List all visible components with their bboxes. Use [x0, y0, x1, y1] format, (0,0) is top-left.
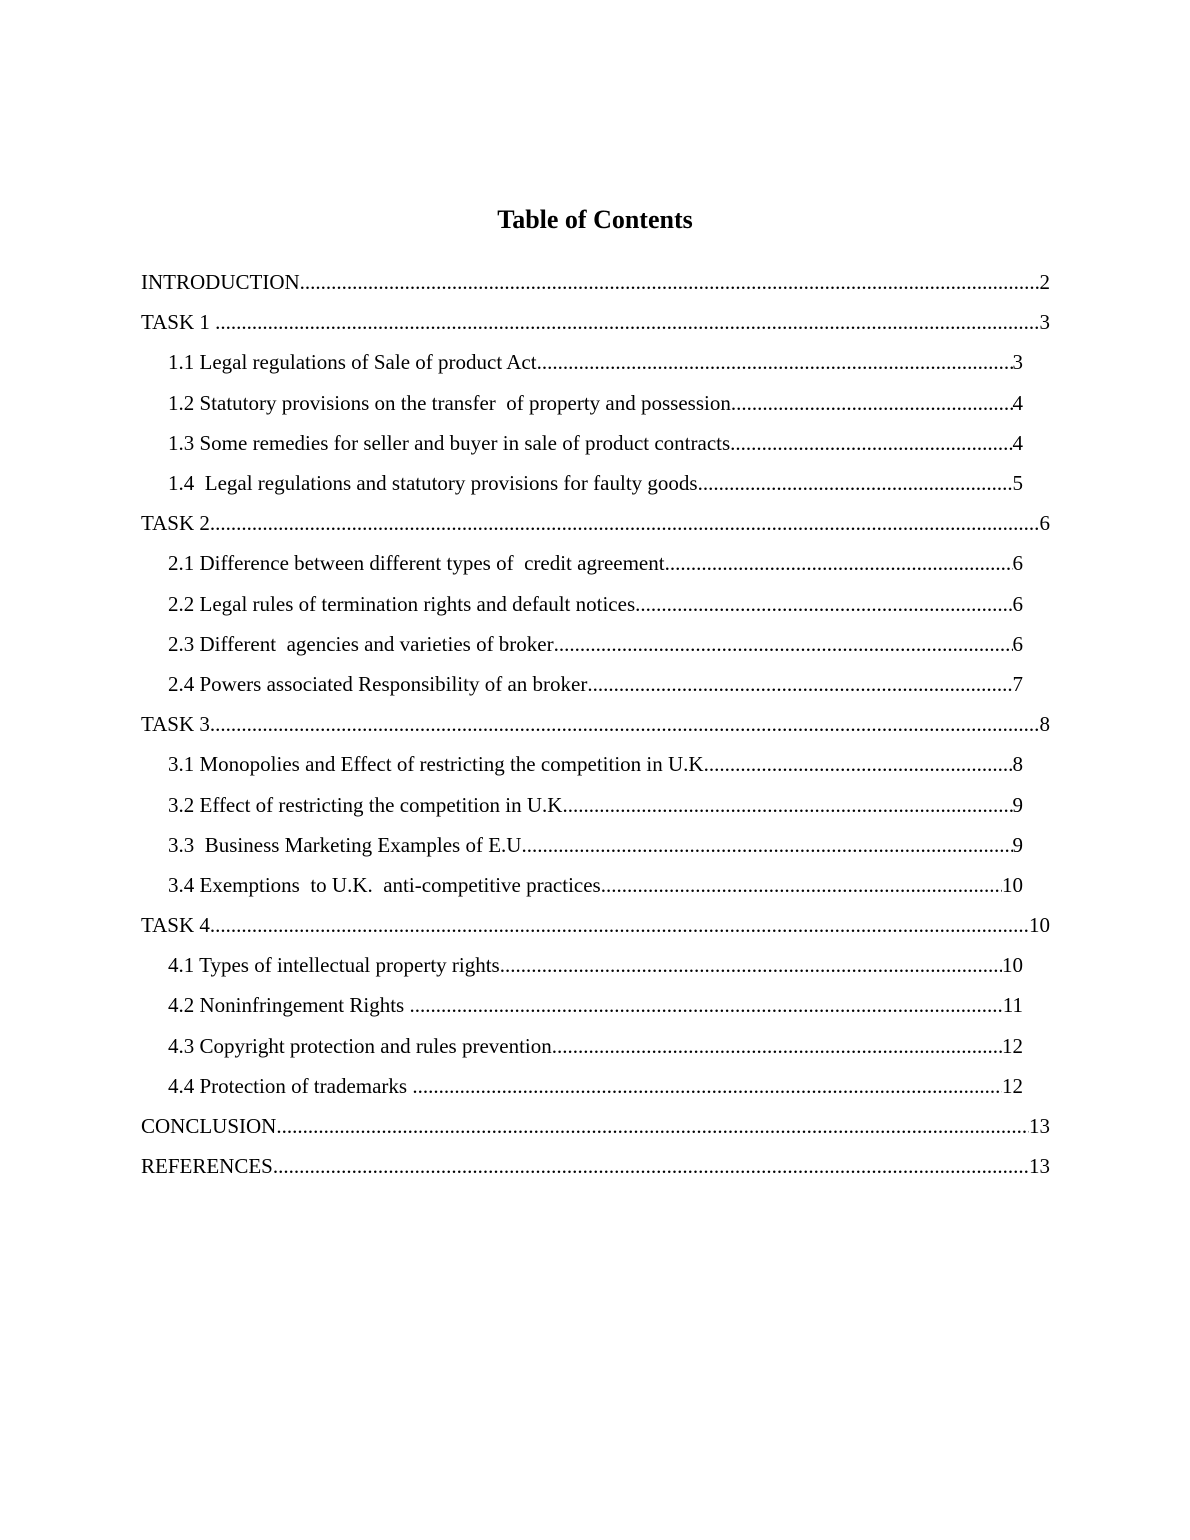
toc-dot-leader [552, 1032, 1002, 1060]
toc-dot-leader [635, 590, 1012, 618]
toc-dot-leader [537, 348, 1013, 376]
toc-dot-leader [412, 1072, 1002, 1100]
toc-page-number: 3 [1012, 350, 1023, 375]
toc-entry-1-4[interactable] [141, 463, 1023, 503]
toc-entry-3-3[interactable] [141, 825, 1023, 865]
toc-page-number: 6 [1039, 511, 1050, 536]
toc-entry-label: CONCLUSION [141, 1114, 277, 1139]
toc-dot-leader [587, 670, 1012, 698]
toc-entry-label: TASK 1 [141, 310, 216, 335]
toc-dot-leader [409, 991, 1002, 1019]
toc-entry-references[interactable] [141, 1146, 1050, 1186]
toc-entry-label: 3.2 Effect of restricting the competition in U.K [168, 792, 563, 817]
toc-entry-label: 3.4 Exemptions to U.K. anti-competitive practices [168, 872, 601, 897]
toc-dot-leader [698, 469, 1013, 497]
toc-entry-label: 2.2 Legal rules of termination rights and default notices [168, 591, 636, 616]
toc-title: Table of Contents [497, 205, 693, 234]
toc-entry-label: 2.4 Powers associated Responsibility of an broker [168, 671, 588, 696]
toc-entry-1-3[interactable] [141, 423, 1023, 463]
toc-page-number: 8 [1012, 752, 1023, 777]
toc-entry-2-1[interactable] [141, 543, 1023, 583]
toc-entry-label: 4.4 Protection of trademarks [168, 1073, 413, 1098]
toc-dot-leader [731, 389, 1013, 417]
table-of-contents [141, 262, 1050, 1186]
toc-entry-label: 3.3 Business Marketing Examples of E.U [168, 832, 522, 857]
toc-page-number: 5 [1012, 471, 1023, 496]
toc-dot-leader [562, 791, 1012, 819]
toc-entry-4-1[interactable] [141, 945, 1023, 985]
toc-entry-label: 3.1 Monopolies and Effect of restricting the competition in U.K [168, 752, 704, 777]
toc-entry-1-2[interactable] [141, 383, 1023, 423]
toc-entry-label: INTRODUCTION [141, 270, 300, 295]
toc-page-number: 8 [1039, 712, 1050, 737]
toc-entry-3-1[interactable] [141, 744, 1023, 784]
toc-page-number: 10 [1029, 913, 1050, 938]
toc-entry-1-1[interactable] [141, 342, 1023, 382]
toc-entry-4-3[interactable] [141, 1026, 1023, 1066]
toc-entry-introduction[interactable] [141, 262, 1050, 302]
toc-entry-label: 2.1 Difference between different types of credit agreement [168, 551, 665, 576]
toc-entry-task-2[interactable] [141, 503, 1050, 543]
toc-entry-2-4[interactable] [141, 664, 1023, 704]
toc-entry-task-1[interactable] [141, 302, 1050, 342]
toc-dot-leader [521, 831, 1012, 859]
toc-entry-label: TASK 2 [141, 511, 210, 536]
toc-entry-label: REFERENCES [141, 1154, 273, 1179]
toc-entry-label: TASK 3 [141, 712, 210, 737]
toc-entry-4-2[interactable] [141, 985, 1023, 1025]
toc-dot-leader [554, 630, 1013, 658]
toc-dot-leader [665, 549, 1013, 577]
toc-entry-4-4[interactable] [141, 1066, 1023, 1106]
toc-entry-2-2[interactable] [141, 584, 1023, 624]
toc-entry-label: 1.3 Some remedies for seller and buyer in sale of product contracts [168, 430, 731, 455]
toc-page-number: 10 [1002, 953, 1023, 978]
toc-dot-leader [500, 951, 1002, 979]
toc-entry-label: 4.2 Noninfringement Rights [168, 993, 410, 1018]
toc-dot-leader [210, 710, 1040, 738]
toc-dot-leader [704, 750, 1013, 778]
toc-page-number: 11 [1002, 993, 1023, 1018]
toc-entry-task-4[interactable] [141, 905, 1050, 945]
toc-page-number: 12 [1002, 1073, 1023, 1098]
toc-page-number: 4 [1012, 430, 1023, 455]
toc-entry-label: 1.1 Legal regulations of Sale of product Act [168, 350, 537, 375]
toc-entry-label: 4.1 Types of intellectual property rights [168, 953, 500, 978]
toc-entry-conclusion[interactable] [141, 1106, 1050, 1146]
toc-entry-3-4[interactable] [141, 865, 1023, 905]
toc-dot-leader [276, 1112, 1029, 1140]
toc-page-number: 4 [1012, 390, 1023, 415]
toc-entry-label: 2.3 Different agencies and varieties of broker [168, 631, 554, 656]
toc-page-number: 9 [1012, 792, 1023, 817]
toc-page-number: 13 [1029, 1114, 1050, 1139]
toc-page-number: 6 [1012, 551, 1023, 576]
toc-page-number: 2 [1039, 270, 1050, 295]
toc-page-number: 12 [1002, 1033, 1023, 1058]
toc-entry-task-3[interactable] [141, 704, 1050, 744]
toc-dot-leader [210, 509, 1040, 537]
toc-dot-leader [215, 308, 1039, 336]
toc-entry-label: 1.2 Statutory provisions on the transfer of property and possession [168, 390, 731, 415]
toc-dot-leader [210, 911, 1029, 939]
toc-page-number: 6 [1012, 591, 1023, 616]
toc-page-number: 13 [1029, 1154, 1050, 1179]
toc-entry-3-2[interactable] [141, 784, 1023, 824]
toc-entry-label: 1.4 Legal regulations and statutory provisions for faulty goods [168, 471, 698, 496]
toc-entry-label: TASK 4 [141, 913, 210, 938]
toc-entry-2-3[interactable] [141, 624, 1023, 664]
toc-page-number: 9 [1012, 832, 1023, 857]
toc-page-number: 7 [1012, 671, 1023, 696]
toc-dot-leader [300, 268, 1040, 296]
toc-dot-leader [730, 429, 1012, 457]
toc-page-number: 10 [1002, 872, 1023, 897]
toc-page-number: 6 [1012, 631, 1023, 656]
toc-page-number: 3 [1039, 310, 1050, 335]
toc-entry-label: 4.3 Copyright protection and rules prevention [168, 1033, 552, 1058]
toc-dot-leader [273, 1152, 1029, 1180]
toc-dot-leader [601, 871, 1002, 899]
